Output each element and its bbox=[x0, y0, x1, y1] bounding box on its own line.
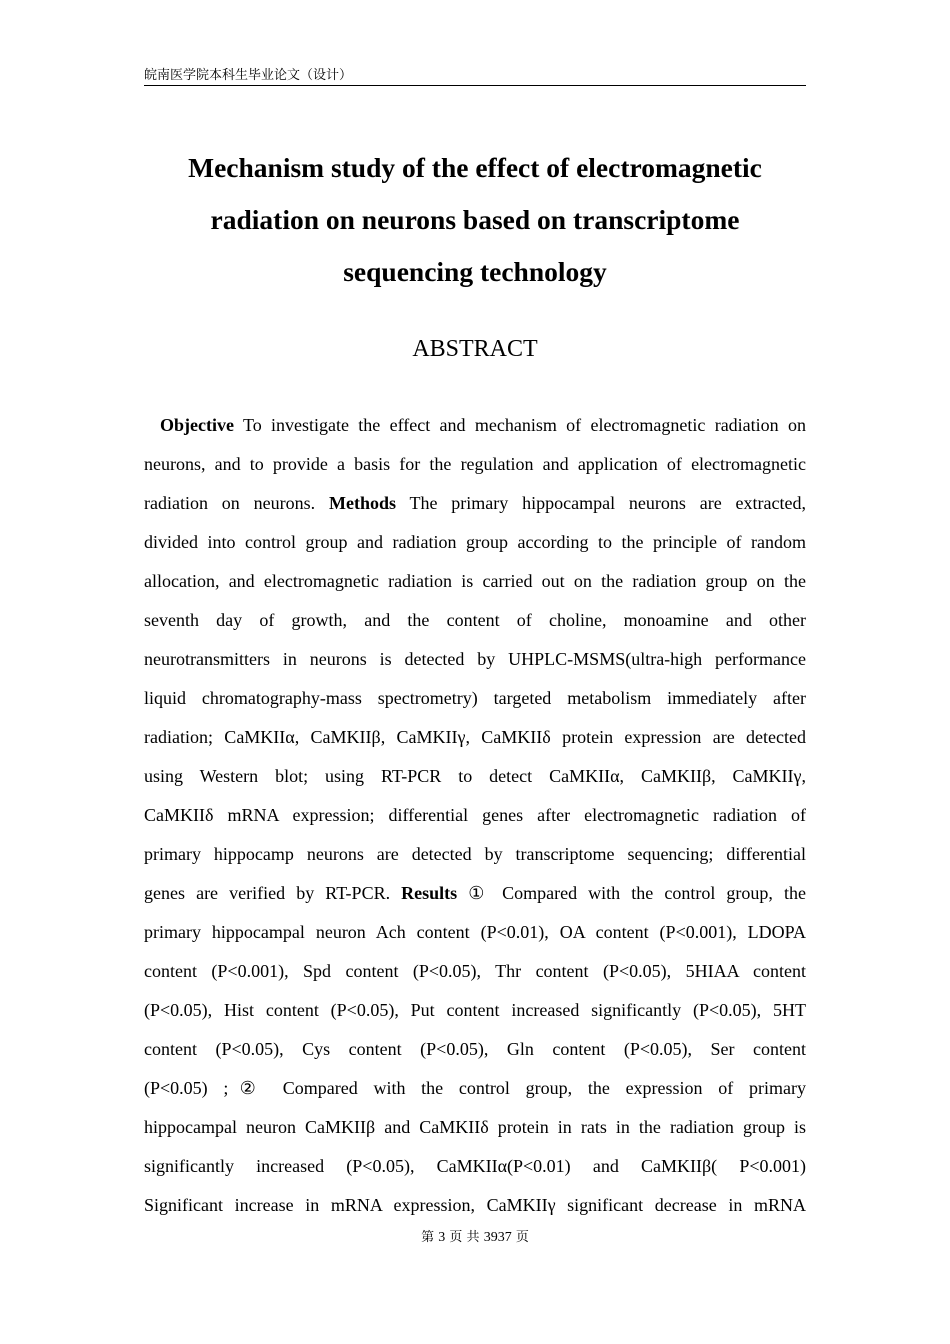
abstract-text: content (P<0.05), Cys content (P<0.05), Gln content (P<0.05), Ser content bbox=[144, 1039, 806, 1059]
abstract-line bbox=[144, 406, 806, 445]
abstract-line bbox=[144, 1108, 806, 1147]
abstract-line bbox=[144, 601, 806, 640]
abstract-text: content (P<0.001), Spd content (P<0.05), Thr content (P<0.05), 5HIAA content bbox=[144, 961, 806, 981]
abstract-line bbox=[144, 523, 806, 562]
abstract-line bbox=[144, 445, 806, 484]
abstract-text: hippocampal neuron CaMKIIβ and CaMKIIδ protein in rats in the radiation group is bbox=[144, 1117, 806, 1137]
abstract-line bbox=[144, 913, 806, 952]
abstract-text: (P<0.05), Hist content (P<0.05), Put content increased significantly (P<0.05), 5HT bbox=[144, 1000, 806, 1020]
abstract-text: primary hippocamp neurons are detected by transcriptome sequencing; differential bbox=[144, 844, 806, 864]
abstract-heading: ABSTRACT bbox=[412, 336, 538, 362]
page-suffix: 页 bbox=[515, 1230, 529, 1245]
page-prefix: 第 bbox=[421, 1230, 435, 1245]
abstract-text: liquid chromatography-mass spectrometry) targeted metabolism immediately after bbox=[144, 688, 806, 708]
abstract-keyword: Methods bbox=[328, 493, 396, 513]
title-line: sequencing technology bbox=[343, 256, 607, 287]
abstract-line bbox=[144, 952, 806, 991]
abstract-text: CaMKIIδ mRNA expression; differential genes after electromagnetic radiation of bbox=[144, 805, 806, 825]
abstract-body bbox=[144, 406, 806, 1225]
abstract-text: (P<0.05) ;② Compared with the control group, the expression of primary bbox=[144, 1078, 806, 1098]
abstract-line bbox=[144, 562, 806, 601]
abstract-text: The primary hippocampal neurons are extracted, bbox=[395, 493, 806, 513]
abstract-text: neurotransmitters in neurons is detected by UHPLC-MSMS(ultra-high performance bbox=[144, 649, 806, 669]
abstract-line bbox=[144, 835, 806, 874]
abstract-text: neurons, and to provide a basis for the regulation and application of electromagnetic bbox=[144, 454, 806, 474]
abstract-keyword: Results bbox=[401, 883, 458, 903]
page-mid: 页 共 bbox=[449, 1230, 480, 1245]
title-line: radiation on neurons based on transcriptome bbox=[210, 204, 740, 235]
abstract-text: genes are verified by RT-PCR. bbox=[144, 883, 402, 903]
abstract-line bbox=[144, 718, 806, 757]
abstract-line bbox=[144, 874, 806, 913]
abstract-line bbox=[144, 796, 806, 835]
abstract-line bbox=[144, 1030, 806, 1069]
abstract-text: ① Compared with the control group, the bbox=[457, 883, 806, 903]
abstract-text: To investigate the effect and mechanism of electromagnetic radiation on bbox=[233, 415, 806, 435]
running-header bbox=[144, 68, 806, 86]
abstract-text: radiation on neurons. bbox=[144, 493, 329, 513]
title-line: Mechanism study of the effect of electromagnetic bbox=[188, 152, 762, 183]
abstract-text: primary hippocampal neuron Ach content (P<0.01), OA content (P<0.001), LDOPA bbox=[144, 922, 806, 942]
total-pages: 3937 bbox=[483, 1230, 512, 1245]
abstract-text: radiation; CaMKIIα, CaMKIIβ, CaMKIIγ, CaMKIIδ protein expression are detected bbox=[144, 727, 806, 747]
abstract-text: seventh day of growth, and the content of choline, monoamine and other bbox=[144, 610, 806, 630]
page-number: 3 bbox=[438, 1230, 446, 1245]
running-header-text: 皖南医学院本科生毕业论文（设计） bbox=[144, 68, 353, 83]
abstract-text: significantly increased (P<0.05), CaMKIIα(P<0.01) and CaMKIIβ( P<0.001) bbox=[144, 1156, 806, 1176]
abstract-line bbox=[144, 484, 806, 523]
abstract-text: divided into control group and radiation group according to the principle of random bbox=[144, 532, 806, 552]
abstract-line bbox=[144, 1069, 806, 1108]
abstract-text: allocation, and electromagnetic radiation is carried out on the radiation group on the bbox=[144, 571, 806, 591]
abstract-line bbox=[144, 991, 806, 1030]
abstract-line bbox=[144, 757, 806, 796]
abstract-line bbox=[144, 679, 806, 718]
paper-title bbox=[144, 142, 806, 298]
abstract-line bbox=[144, 640, 806, 679]
abstract-line bbox=[144, 1186, 806, 1225]
page-footer bbox=[0, 1229, 950, 1247]
abstract-text: using Western blot; using RT-PCR to detect CaMKIIα, CaMKIIβ, CaMKIIγ, bbox=[144, 766, 806, 786]
abstract-line bbox=[144, 1147, 806, 1186]
abstract-keyword: Objective bbox=[160, 415, 234, 435]
abstract-text: Significant increase in mRNA expression, CaMKIIγ significant decrease in mRNA bbox=[144, 1195, 806, 1215]
